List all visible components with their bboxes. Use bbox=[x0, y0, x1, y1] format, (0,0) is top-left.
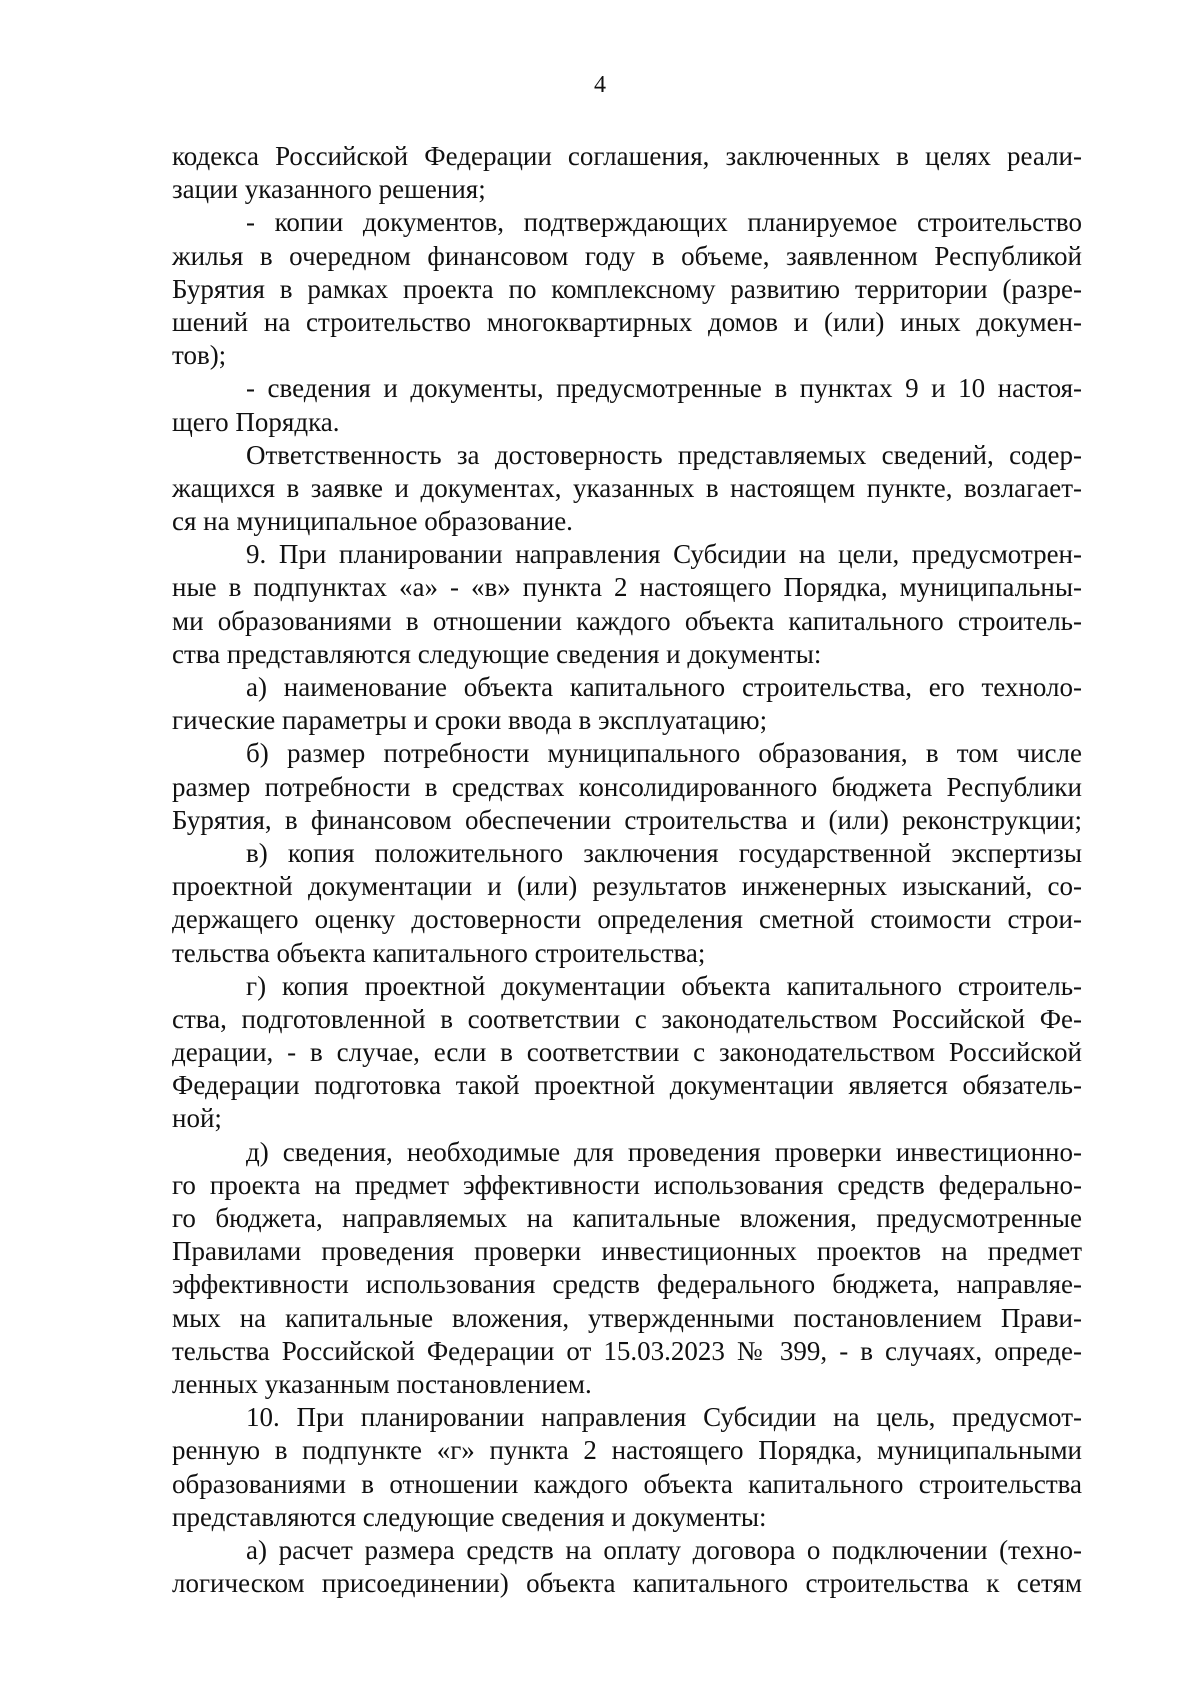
text-line: тельства объекта капитального строительства; bbox=[172, 937, 706, 968]
text-line: эффективности использования средств федерального бюджета, направляе- bbox=[172, 1269, 1082, 1300]
text-line: представляются следующие сведения и документы: bbox=[172, 1501, 767, 1532]
text-line: тов); bbox=[172, 340, 227, 371]
text-line: ренную в подпункте «г» пункта 2 настоящего Порядка, муниципальными bbox=[172, 1435, 1082, 1466]
text-line: жащихся в заявке и документах, указанных в настоящем пункте, возлагает- bbox=[172, 472, 1082, 503]
text-line: 9. При планировании направления Субсидии на цели, предусмотрен- bbox=[246, 539, 1082, 570]
text-line: шений на строительство многоквартирных домов и (или) иных докумен- bbox=[172, 306, 1082, 337]
page-number: 4 bbox=[594, 72, 606, 98]
text-line: держащего оценку достоверности определения сметной стоимости строи- bbox=[172, 904, 1082, 935]
text-line: г) копия проектной документации объекта капитального строитель- bbox=[246, 970, 1082, 1001]
text-line: тельства Российской Федерации от 15.03.2023 № 399, - в случаях, опреде- bbox=[172, 1335, 1082, 1366]
text-line: ми образованиями в отношении каждого объекта капитального строитель- bbox=[172, 605, 1082, 636]
text-line: ства, подготовленной в соответствии с законодательством Российской Фе- bbox=[172, 1003, 1082, 1034]
text-line: дерации, - в случае, если в соответствии с законодательством Российской bbox=[172, 1037, 1082, 1068]
text-line: мых на капитальные вложения, утвержденными постановлением Прави- bbox=[172, 1302, 1082, 1333]
text-line: ные в подпунктах «а» - «в» пункта 2 настоящего Порядка, муниципальны- bbox=[172, 572, 1082, 603]
text-line: б) размер потребности муниципального образования, в том числе bbox=[246, 738, 1082, 769]
text-line: размер потребности в средствах консолидированного бюджета Республики bbox=[172, 771, 1082, 802]
text-line: Ответственность за достоверность представляемых сведений, содер- bbox=[246, 439, 1082, 470]
document-body bbox=[172, 140, 1082, 1600]
text-line: Бурятия, в финансовом обеспечении строительства и (или) реконструкции; bbox=[172, 804, 1082, 835]
text-line: проектной документации и (или) результатов инженерных изысканий, со- bbox=[172, 871, 1082, 902]
text-line: - копии документов, подтверждающих планируемое строительство bbox=[246, 207, 1082, 238]
text-line: щего Порядка. bbox=[172, 406, 340, 437]
text-line: Федерации подготовка такой проектной документации является обязатель- bbox=[172, 1070, 1082, 1101]
text-line: го проекта на предмет эффективности использования средств федерально- bbox=[172, 1169, 1082, 1200]
text-line: гические параметры и сроки ввода в эксплуатацию; bbox=[172, 705, 768, 736]
text-line: го бюджета, направляемых на капитальные вложения, предусмотренные bbox=[172, 1203, 1082, 1233]
text-line: в) копия положительного заключения государственной экспертизы bbox=[246, 837, 1082, 868]
text-line: образованиями в отношении каждого объекта капитального строительства bbox=[172, 1468, 1082, 1499]
text-line: ленных указанным постановлением. bbox=[172, 1368, 592, 1399]
text-line: кодекса Российской Федерации соглашения, заключенных в целях реали- bbox=[172, 141, 1082, 171]
text-line: Бурятия в рамках проекта по комплексному развитию территории (разре- bbox=[172, 273, 1082, 304]
text-line: д) сведения, необходимые для проведения проверки инвестиционно- bbox=[246, 1136, 1082, 1167]
text-line: Правилами проведения проверки инвестиционных проектов на предмет bbox=[172, 1236, 1082, 1267]
text-line: ной; bbox=[172, 1103, 222, 1134]
text-line: жилья в очередном финансовом году в объеме, заявленном Республикой bbox=[172, 240, 1082, 271]
text-line: а) наименование объекта капитального строительства, его техноло- bbox=[246, 672, 1082, 702]
text-line: - сведения и документы, предусмотренные в пунктах 9 и 10 настоя- bbox=[246, 373, 1082, 404]
text-line: ся на муниципальное образование. bbox=[172, 506, 573, 537]
text-line: а) расчет размера средств на оплату договора о подключении (техно- bbox=[246, 1534, 1082, 1565]
text-line: ства представляются следующие сведения и документы: bbox=[172, 638, 822, 669]
text-line: зации указанного решения; bbox=[172, 174, 486, 205]
text-line: логическом присоединении) объекта капитального строительства к сетям bbox=[172, 1568, 1082, 1599]
text-line: 10. При планировании направления Субсидии на цель, предусмот- bbox=[246, 1402, 1082, 1433]
